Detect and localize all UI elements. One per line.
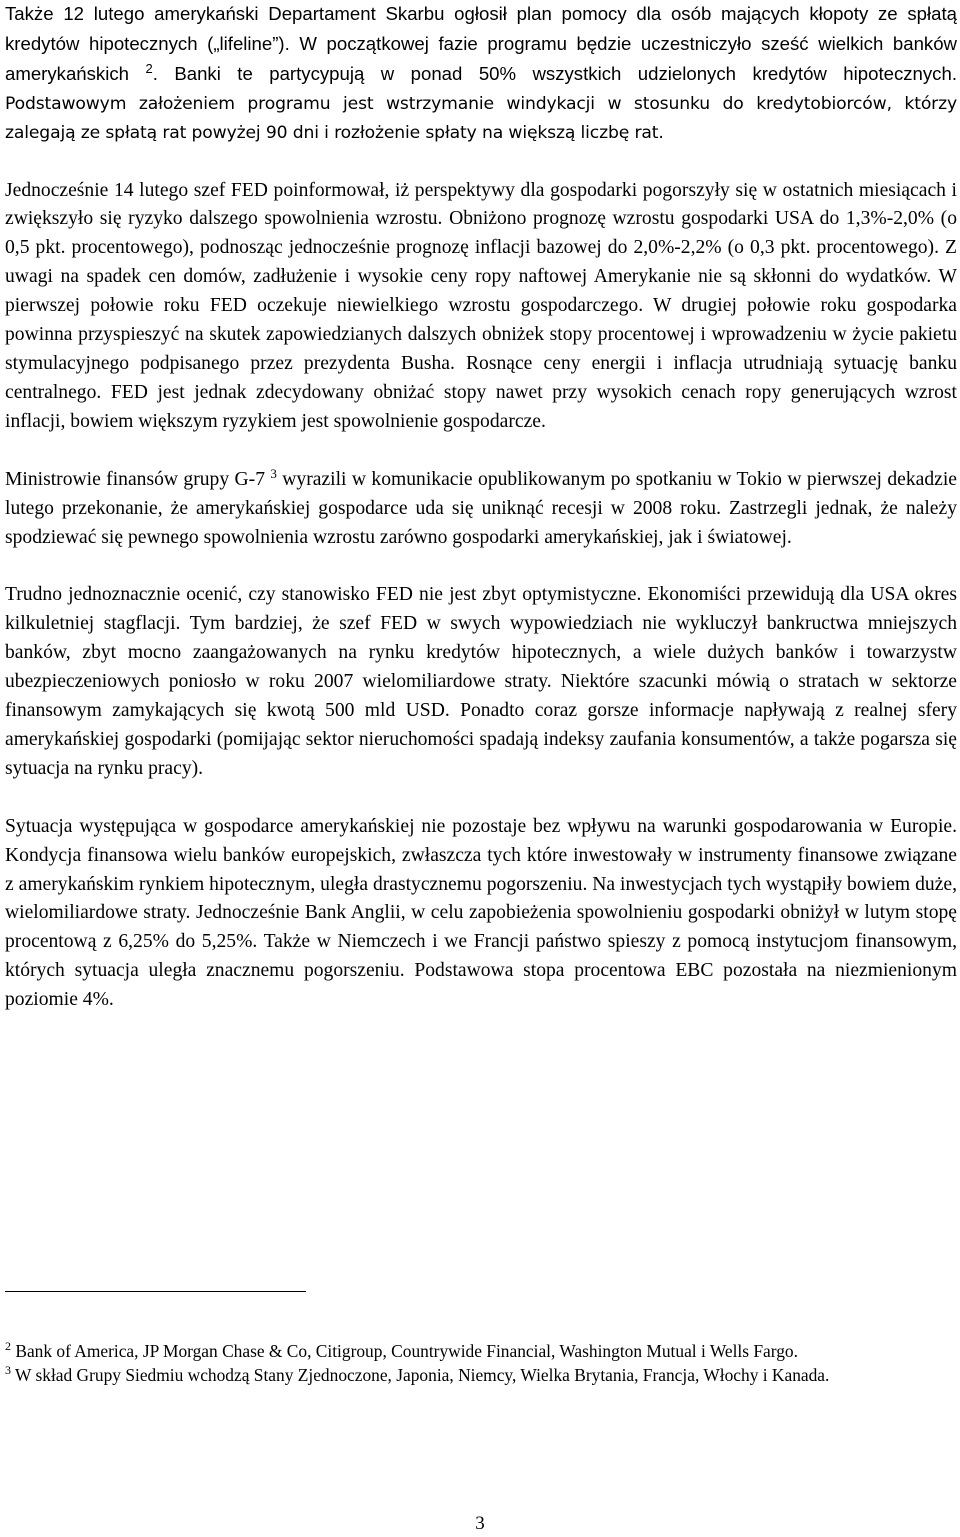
paragraph-stagflation: Trudno jednoznacznie ocenić, czy stanowisko FED nie jest zbyt optymistyczne. Ekonomiści przewidują dla USA okres kilkuletniej stagflacji. Tym bardziej, że szef FED w swych wypowiedziach nie wykluczył bankructwa mniejszych banków, zbyt mocno zaangażowanych na rynku kredytów hipotecznych, a wiele dużych banków i towarzystw ubezpieczeniowych poniosło w roku 2007 wielomiliardowe straty. Niektóre szacunki mówią o stratach w sektorze finansowym zamykających się kwotą 500 mld USD. Ponadto coraz gorsze informacje napływają z realnej sfery amerykańskiej gospodarki (pomijając sektor nieruchomości spadają indeksy zaufania konsumentów, a także pogarsza się sytuacja na rynku pracy). bbox=[5, 584, 957, 779]
paragraph-text: Także 12 lutego amerykański Departament Skarbu ogłosił plan pomocy dla osób mających kłopoty ze spłatą kredytów hipotecznych („lifeline”). W początkowej fazie programu będzie uczestniczyło sześć wielkich banków amerykańskich bbox=[5, 3, 957, 84]
footnote-ref-2[interactable]: 2 bbox=[145, 60, 153, 76]
paragraph-europe: Sytuacja występująca w gospodarce amerykańskiej nie pozostaje bez wpływu na warunki gospodarowania w Europie. Kondycja finansowa wielu banków europejskich, zwłaszcza tych które inwestowały w instrumenty finansowe związane z amerykańskim rynkiem hipotecznym, uległa drastycznemu pogorszeniu. Na inwestycjach tych wystąpiły bowiem duże, wielomiliardowe straty. Jednocześnie Bank Anglii, w celu zapobieżenia spowolnieniu gospodarki obniżył w lutym stopę procentową z 6,25% do 5,25%. Także w Niemczech i we Francji państwo spieszy z pomocą instytucjom finansowym, których sytuacja uległa znacznemu pogorszeniu. Podstawowa stopa procentowa EBC pozostała na niezmienionym poziomie 4%. bbox=[5, 815, 957, 1011]
paragraph-treasury-lifeline bbox=[5, 0, 957, 148]
paragraph-gap bbox=[5, 148, 957, 177]
footnote-marker: 3 bbox=[5, 1362, 11, 1377]
paragraph-gap bbox=[5, 784, 957, 813]
paragraph-fed-outlook: Jednocześnie 14 lutego szef FED poinformował, iż perspektywy dla gospodarki pogorszyły się w ostatnich miesiącach i zwiększyło się ryzyko dalszego spowolnienia wzrostu. Obniżono prognozę wzrostu gospodarki USA do 1,3%-2,0% (o 0,5 pkt. procentowego), podnosząc jednocześnie prognozę inflacji bazowej do 2,0%-2,2% (o 0,3 pkt. procentowego). Z uwagi na spadek cen domów, zadłużenie i wysokie ceny ropy naftowej Amerykanie nie są skłonni do wydatków. W pierwszej połowie roku FED oczekuje niewielkiego wzrostu gospodarczego. W drugiej połowie roku gospodarka powinna przyspieszyć na skutek zapowiedzianych dalszych obniżek stopy procentowej i wprowadzeniu w życie pakietu stymulacyjnego podpisanego przez prezydenta Busha. Rosnące ceny energii i inflacja utrudniają sytuację banku centralnego. FED jest jednak zdecydowany obniżać stopy nawet przy wysokich cenach ropy generujących wzrost inflacji, bowiem większym ryzykiem jest spowolnienie gospodarcze. bbox=[5, 179, 957, 432]
document-body bbox=[5, 0, 957, 1015]
footnote-marker: 2 bbox=[5, 1339, 11, 1353]
footnote-2 bbox=[5, 1340, 957, 1364]
footnote-3 bbox=[5, 1364, 957, 1388]
paragraph-text: . Banki te partycypują w ponad 50% wszystkich udzielonych kredytów hipotecznych. bbox=[152, 62, 957, 84]
paragraph-gap bbox=[5, 437, 957, 466]
footnote-text: Bank of America, JP Morgan Chase & Co, Citigroup, Countrywide Financial, Washington Mutual i Wells Fargo. bbox=[11, 1341, 798, 1361]
footnote-separator bbox=[5, 1291, 306, 1292]
paragraph-text: wyrazili w komunikacie opublikowanym po spotkaniu w Tokio w pierwszej dekadzie lutego przekonanie, że amerykańskiej gospodarce uda się uniknąć recesji w 2008 roku. Zastrzegli jednak, że należy spodziewać się pewnego spowolnienia wzrostu zarówno gospodarki amerykańskiej, jak i światowej. bbox=[5, 468, 957, 548]
paragraph-g7-ministers bbox=[5, 466, 957, 553]
paragraph-text: Ministrowie finansów grupy G-7 bbox=[5, 468, 271, 490]
footnote-ref-3[interactable]: 3 bbox=[270, 465, 277, 481]
footnotes bbox=[5, 1340, 957, 1387]
paragraph-gap bbox=[5, 552, 957, 581]
paragraph-program-assumption: Podstawowym założeniem programu jest wstrzymanie windykacji w stosunku do kredytobiorców, którzy zalegają ze spłatą rat powyżej 90 dni i rozłożenie spłaty na większą liczbę rat. bbox=[5, 93, 957, 143]
page-number: 3 bbox=[475, 1513, 485, 1534]
paragraph-treasury-lifeline-sans bbox=[5, 3, 957, 84]
footnote-text: W skład Grupy Siedmiu wchodzą Stany Zjednoczone, Japonia, Niemcy, Wielka Brytania, Francja, Włochy i Kanada. bbox=[11, 1364, 830, 1385]
